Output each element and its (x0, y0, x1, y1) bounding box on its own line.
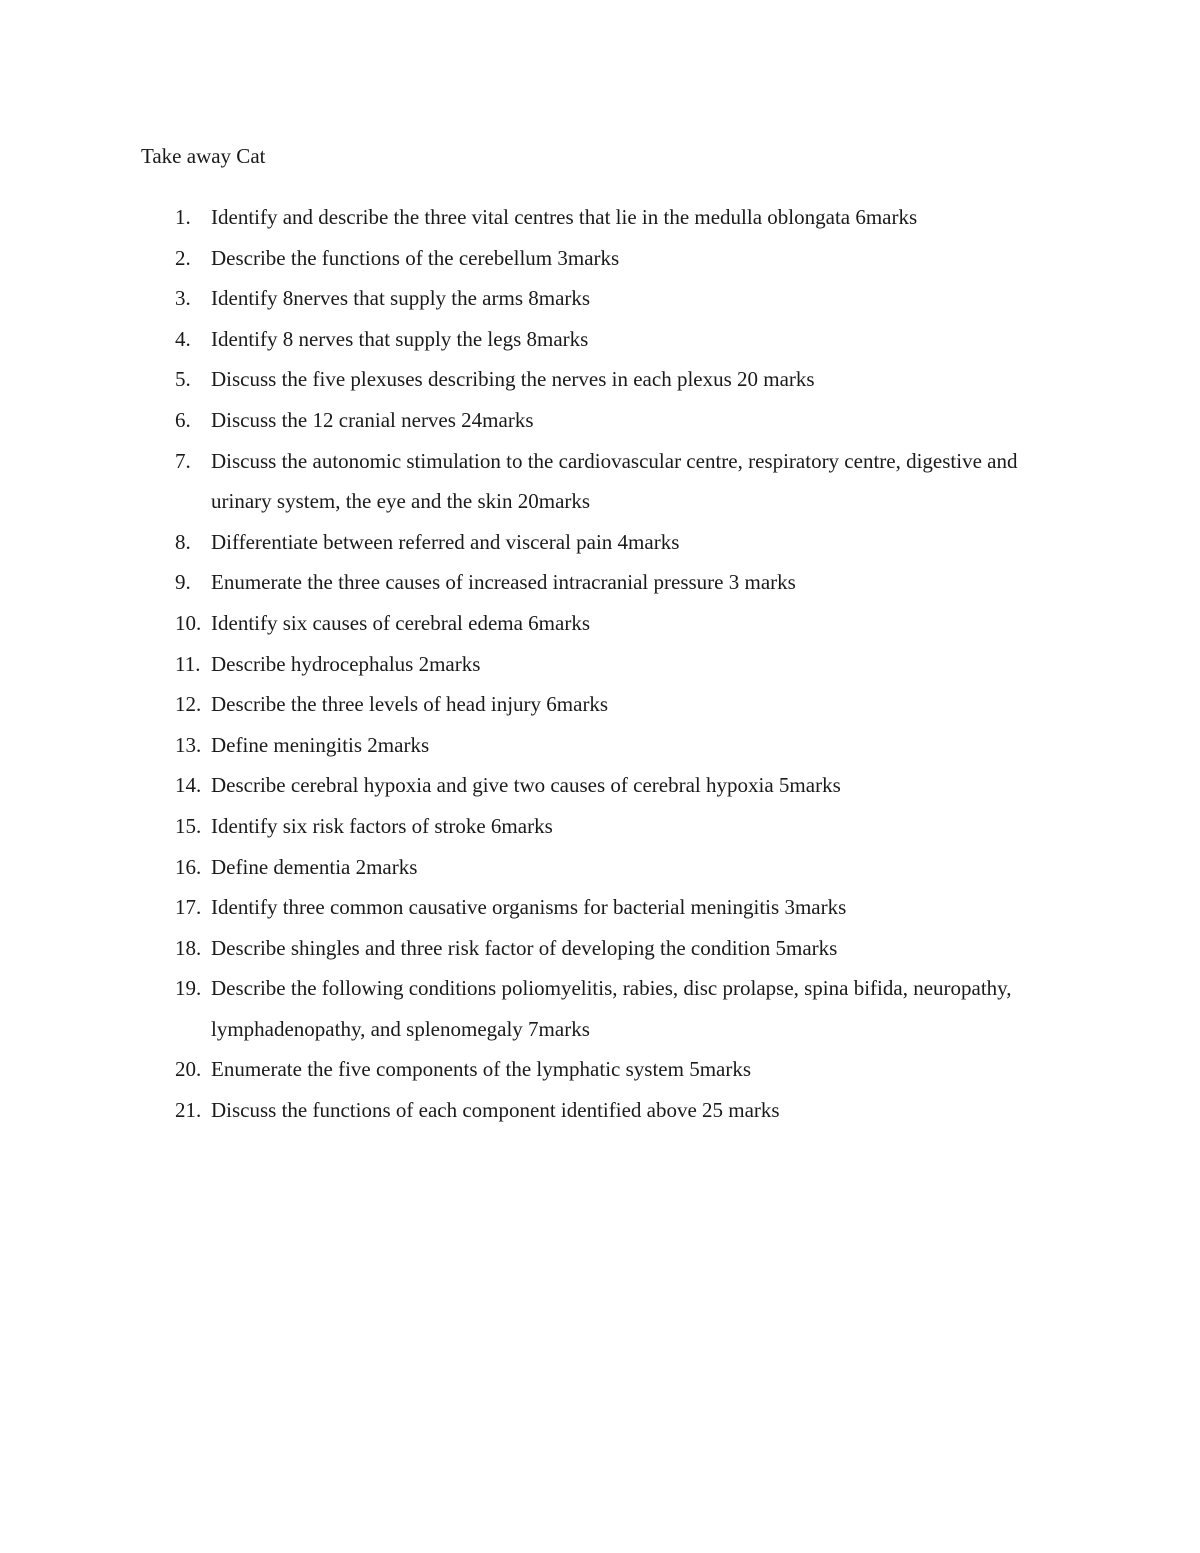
question-number: 1. (175, 205, 191, 229)
question-text: Describe cerebral hypoxia and give two causes of cerebral hypoxia 5marks (211, 773, 841, 798)
question-text: Describe the three levels of head injury 6marks (211, 692, 609, 717)
question-text: Describe the functions of the cerebellum 3marks (211, 245, 620, 270)
question-number: 8. (175, 529, 191, 554)
question-item (0, 278, 1200, 319)
question-item (0, 644, 1200, 685)
question-number: 17. (175, 895, 202, 920)
question-text: Discuss the five plexuses describing the nerves in each plexus 20 marks (211, 367, 815, 392)
question-item (0, 603, 1200, 644)
question-number: 4. (175, 326, 191, 351)
question-number: 12. (175, 692, 202, 717)
question-item (0, 1090, 1200, 1131)
question-number: 7. (175, 448, 191, 473)
question-number: 11. (175, 651, 201, 676)
question-text: Enumerate the five components of the lymphatic system 5marks (211, 1057, 752, 1082)
question-item (0, 847, 1200, 888)
question-text: Identify 8 nerves that supply the legs 8marks (211, 326, 589, 351)
question-number: 6. (175, 407, 191, 432)
question-item (0, 684, 1200, 725)
question-text: Identify and describe the three vital centres that lie in the medulla oblongata 6marks (211, 205, 918, 229)
question-item (0, 1049, 1200, 1090)
question-text: Describe hydrocephalus 2marks (211, 651, 481, 676)
question-number: 3. (175, 286, 191, 311)
question-item (0, 928, 1200, 969)
document-title: Take away Cat (141, 144, 266, 168)
question-text: Differentiate between referred and visceral pain 4marks (211, 529, 680, 554)
question-text: Describe shingles and three risk factor of developing the condition 5marks (211, 935, 838, 960)
question-item (0, 197, 1200, 238)
question-text: Define dementia 2marks (211, 854, 418, 879)
question-number: 15. (175, 813, 202, 838)
question-item (0, 522, 1200, 563)
question-list (0, 197, 1200, 1131)
question-item (0, 968, 1200, 1049)
question-item (0, 359, 1200, 400)
question-number: 21. (175, 1098, 202, 1123)
question-text: Discuss the functions of each component identified above 25 marks (211, 1098, 780, 1123)
question-text: Define meningitis 2marks (211, 732, 430, 757)
question-item (0, 562, 1200, 603)
question-number: 14. (175, 773, 202, 798)
question-item (0, 400, 1200, 441)
question-text: Discuss the autonomic stimulation to the cardiovascular centre, respiratory centre, digestive and urinary system, the eye and the skin 20marks (211, 448, 1018, 514)
question-text: Identify three common causative organisms for bacterial meningitis 3marks (211, 895, 847, 920)
question-text: Identify six risk factors of stroke 6marks (211, 813, 553, 838)
question-item (0, 765, 1200, 806)
question-item (0, 441, 1200, 522)
question-number: 5. (175, 367, 191, 392)
question-text: Discuss the 12 cranial nerves 24marks (211, 407, 534, 432)
question-text: Enumerate the three causes of increased intracranial pressure 3 marks (211, 570, 796, 595)
question-number: 19. (175, 976, 202, 1001)
question-number: 10. (175, 610, 202, 635)
question-item (0, 806, 1200, 847)
question-item (0, 319, 1200, 360)
question-number: 16. (175, 854, 202, 879)
question-item (0, 238, 1200, 279)
question-number: 2. (175, 245, 191, 270)
question-item (0, 887, 1200, 928)
question-text: Identify 8nerves that supply the arms 8marks (211, 286, 591, 311)
question-number: 20. (175, 1057, 202, 1082)
question-number: 18. (175, 935, 202, 960)
question-number: 13. (175, 732, 202, 757)
question-text: Describe the following conditions poliomyelitis, rabies, disc prolapse, spina bifida, neuropathy, lymphadenopathy, and splenomegaly 7marks (211, 976, 1012, 1041)
question-number: 9. (175, 570, 191, 595)
question-text: Identify six causes of cerebral edema 6marks (211, 610, 591, 635)
question-item (0, 725, 1200, 766)
